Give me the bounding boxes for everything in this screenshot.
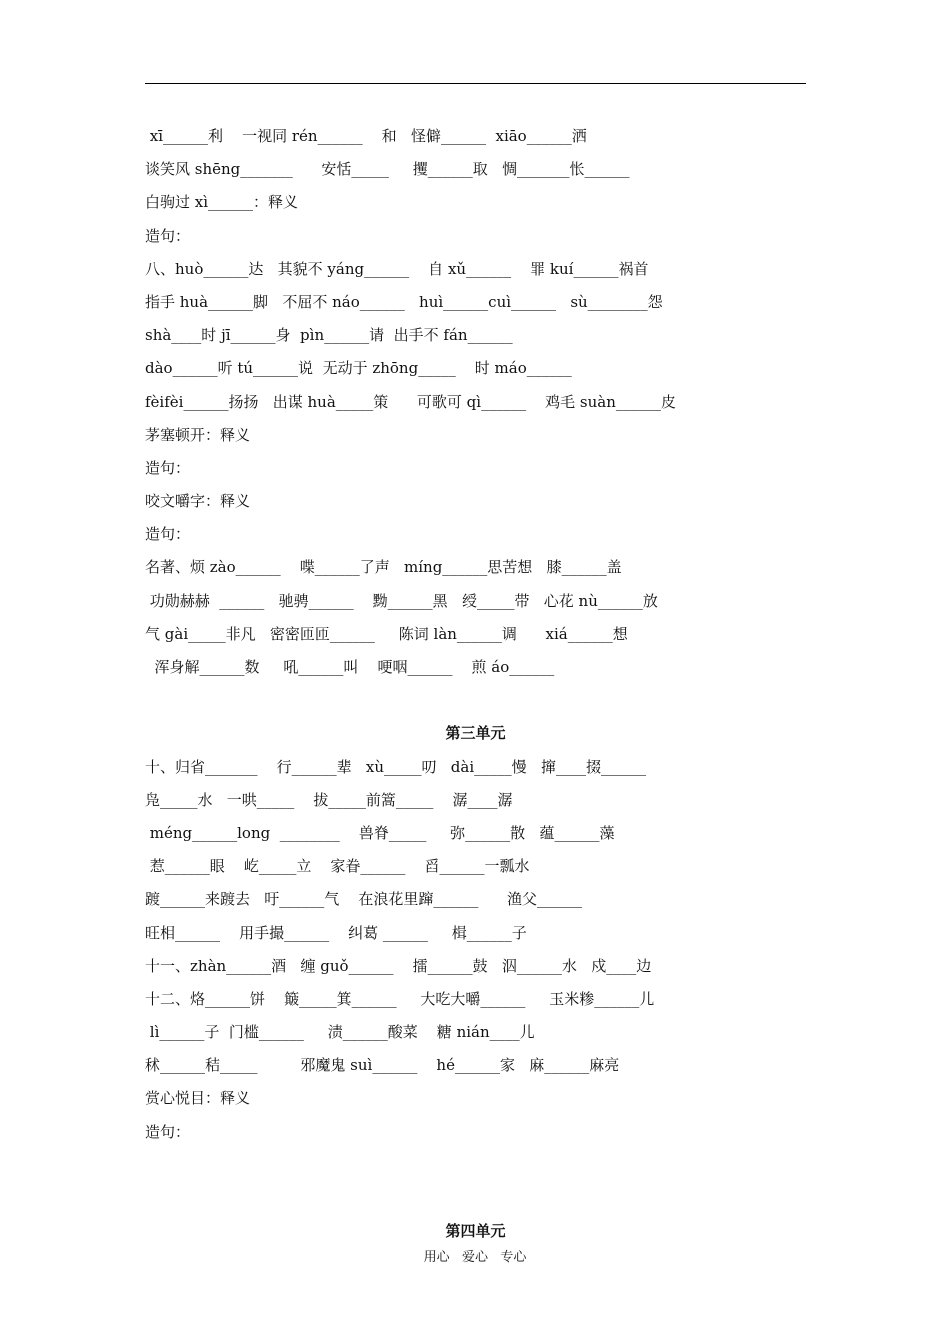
exercise-line: 十一、zhàn______酒 缠 guǒ______ 擂______鼓 泅______水 戍____边: [145, 956, 652, 975]
exercise-line: 谈笑风 shēng_______ 安恬_____ 攫______取 惆_______怅______: [145, 160, 630, 179]
section-gap: [145, 1149, 806, 1182]
exercise-line: 八、huò______达 其貌不 yáng______ 自 xǔ______ 罪 kuí______祸首: [145, 259, 649, 278]
exercise-line: 指手 huà______脚 不屈不 náo______ huì______cuì______ sù________怨: [145, 292, 663, 311]
exercise-line: 造句：: [145, 226, 191, 245]
exercise-line: 踱______来踱去 吁______气 在浪花里蹿______ 渔父______: [145, 890, 582, 909]
exercise-line: 造句：: [145, 525, 191, 544]
exercise-block-unit2: [145, 120, 806, 684]
exercise-line: 浑身解______数 吼______叫 哽咽______ 煎 áo______: [145, 658, 555, 676]
exercise-line: 十、归省_______ 行______辈 xù_____叨 dài_____慢 撺____掇______: [145, 757, 646, 776]
exercise-line: 惹______眼 屹_____立 家眷______ 舀______一瓢水: [145, 857, 530, 876]
exercise-line: 咬文嚼字：释义: [145, 492, 251, 511]
exercise-line: 造句：: [145, 458, 191, 477]
exercise-line: méng______long ________ 兽脊_____ 弥______散 蕴______藻: [145, 823, 615, 842]
section-gap: [145, 1182, 806, 1215]
exercise-line: 旺相______ 用手撮______ 纠葛 ______ 楫______子: [145, 923, 527, 942]
exercise-line: 白驹过 xì______：释义: [145, 193, 299, 212]
section-heading-unit3: 第三单元: [445, 724, 506, 743]
exercise-line: fèifèi______扬扬 出谋 huà_____策 可歌可 qì______ 鸡毛 suàn______皮: [145, 392, 676, 411]
exercise-block-unit3: [145, 751, 806, 1149]
exercise-line: 茅塞顿开：释义: [145, 425, 251, 444]
section-gap: [145, 684, 806, 717]
exercise-line: xī______利 一视同 rén______ 和 怪僻______ xiāo______洒: [145, 127, 587, 145]
exercise-line: 名著、烦 zào______ 喋______了声 míng______思苦想 膝______盖: [145, 558, 622, 577]
exercise-line: dào______听 tú______说 无动于 zhōng_____ 时 máo______: [145, 359, 572, 378]
exercise-line: lì______子 门槛______ 渍______酸菜 糖 nián____儿: [145, 1023, 535, 1042]
exercise-line: 气 gài_____非凡 密密匝匝______ 陈词 làn______调 xiá______想: [145, 624, 628, 643]
exercise-line: 造句：: [145, 1122, 191, 1141]
document-body: [145, 120, 806, 1248]
exercise-line: 赏心悦目：释义: [145, 1089, 251, 1108]
exercise-line: 功勋赫赫 ______ 驰骋______ 黝______黑 绶_____带 心花 nù______放: [145, 591, 658, 610]
exercise-line: shà____时 jī______身 pìn______请 出手不 fán______: [145, 326, 513, 345]
exercise-line: 凫_____水 一哄_____ 拔_____前篙_____ 潺____潺: [145, 790, 513, 809]
exercise-line: 十二、烙______饼 簸_____箕______ 大吃大嚼______ 玉米糁______儿: [145, 989, 655, 1008]
header-rule: [145, 83, 806, 84]
page-footer: 用心 爱心 专心: [423, 1250, 527, 1265]
section-heading-unit4: 第四单元: [445, 1222, 506, 1241]
exercise-line: 秫______秸_____ 邪魔鬼 suì______ hé______家 麻______麻亮: [145, 1056, 620, 1075]
